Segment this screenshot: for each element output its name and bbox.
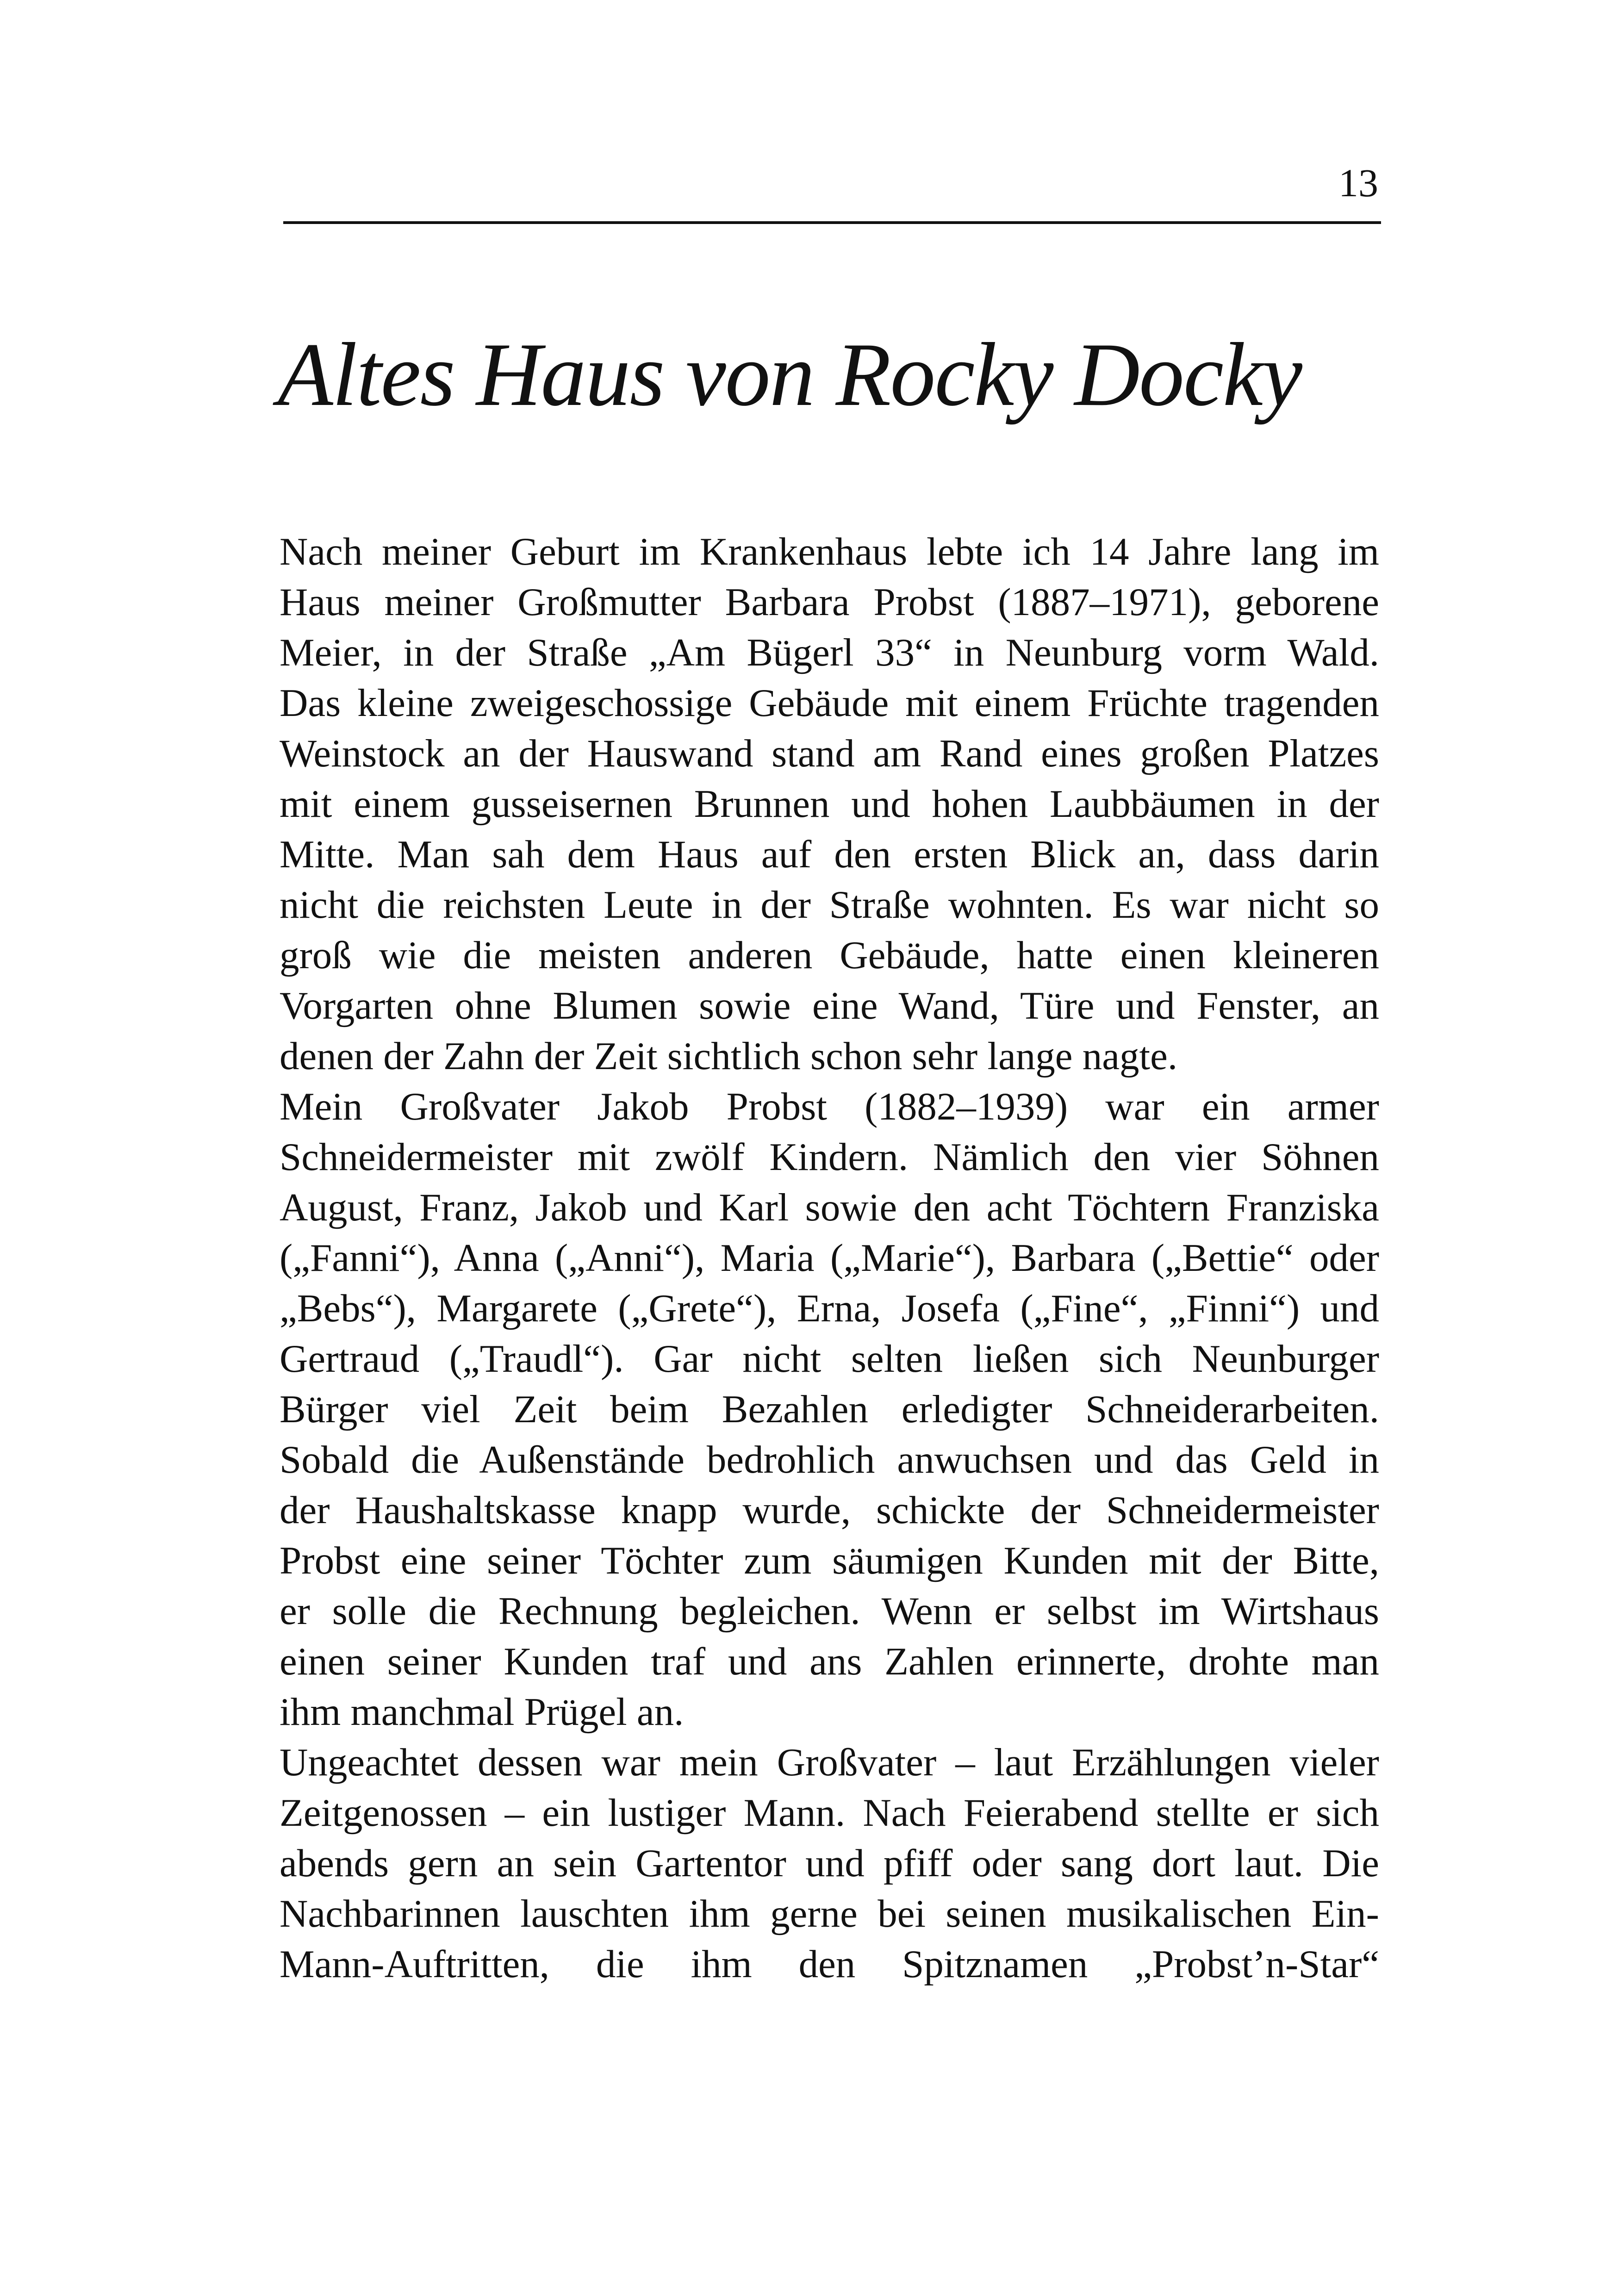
header-rule [283, 221, 1381, 224]
text-line: („Fanni“), Anna („Anni“), Maria („Marie“), Barbara („Bettie“ oder [280, 1236, 1379, 1280]
text-line: er solle die Rechnung begleichen. Wenn er selbst im Wirtshaus [280, 1589, 1379, 1633]
chapter-title: Altes Haus von Rocky Docky [278, 324, 1301, 425]
text-line: August, Franz, Jakob und Karl sowie den acht Töchtern Franziska [280, 1186, 1379, 1229]
text-line: Nach meiner Geburt im Krankenhaus lebte ich 14 Jahre lang im [280, 530, 1379, 573]
text-line: Ungeachtet dessen war mein Großvater – laut Erzählungen vieler [280, 1741, 1379, 1784]
text-line: Das kleine zweigeschossige Gebäude mit einem Früchte tragenden [280, 681, 1379, 725]
text-line: abends gern an sein Gartentor und pfiff oder sang dort laut. Die [280, 1842, 1379, 1885]
text-line: groß wie die meisten anderen Gebäude, hatte einen kleineren [280, 933, 1379, 977]
text-line: Weinstock an der Hauswand stand am Rand eines großen Platzes [280, 732, 1379, 775]
text-line: nicht die reichsten Leute in der Straße wohnten. Es war nicht so [280, 883, 1379, 927]
body-text [280, 527, 1379, 1990]
text-line: Sobald die Außenstände bedrohlich anwuchsen und das Geld in [280, 1438, 1379, 1481]
text-line: Mitte. Man sah dem Haus auf den ersten Blick an, dass darin [280, 833, 1379, 876]
text-line: Nachbarinnen lauschten ihm gerne bei seinen musikalischen Ein- [280, 1892, 1379, 1935]
text-line: Gertraud („Traudl“). Gar nicht selten ließen sich Neunburger [280, 1337, 1379, 1381]
text-line: Haus meiner Großmutter Barbara Probst (1887–1971), geborene [280, 580, 1379, 624]
text-line: denen der Zahn der Zeit sichtlich schon sehr lange nagte. [280, 1034, 1178, 1078]
text-line: Meier, in der Straße „Am Bügerl 33“ in Neunburg vorm Wald. [280, 631, 1379, 674]
text-line: Mann-Auftritten, die ihm den Spitznamen „Probst’n-Star“ [280, 1942, 1379, 1986]
page-number: 13 [1338, 161, 1378, 205]
text-line: mit einem gusseisernen Brunnen und hohen Laubbäumen in der [280, 782, 1379, 826]
text-line: einen seiner Kunden traf und ans Zahlen erinnerte, drohte man [280, 1640, 1379, 1683]
text-line: Mein Großvater Jakob Probst (1882–1939) war ein armer [280, 1085, 1379, 1128]
text-line: „Bebs“), Margarete („Grete“), Erna, Josefa („Fine“, „Finni“) und [280, 1287, 1379, 1330]
text-line: Schneidermeister mit zwölf Kindern. Nämlich den vier Söhnen [280, 1135, 1379, 1179]
text-line: der Haushaltskasse knapp wurde, schickte der Schneidermeister [280, 1488, 1379, 1532]
text-line: Bürger viel Zeit beim Bezahlen erledigter Schneiderarbeiten. [280, 1388, 1379, 1431]
text-line: Probst eine seiner Töchter zum säumigen Kunden mit der Bitte, [280, 1539, 1379, 1582]
text-line: Zeitgenossen – ein lustiger Mann. Nach Feierabend stellte er sich [280, 1791, 1379, 1835]
text-line: Vorgarten ohne Blumen sowie eine Wand, Türe und Fenster, an [280, 984, 1379, 1027]
text-line: ihm manchmal Prügel an. [280, 1690, 684, 1734]
